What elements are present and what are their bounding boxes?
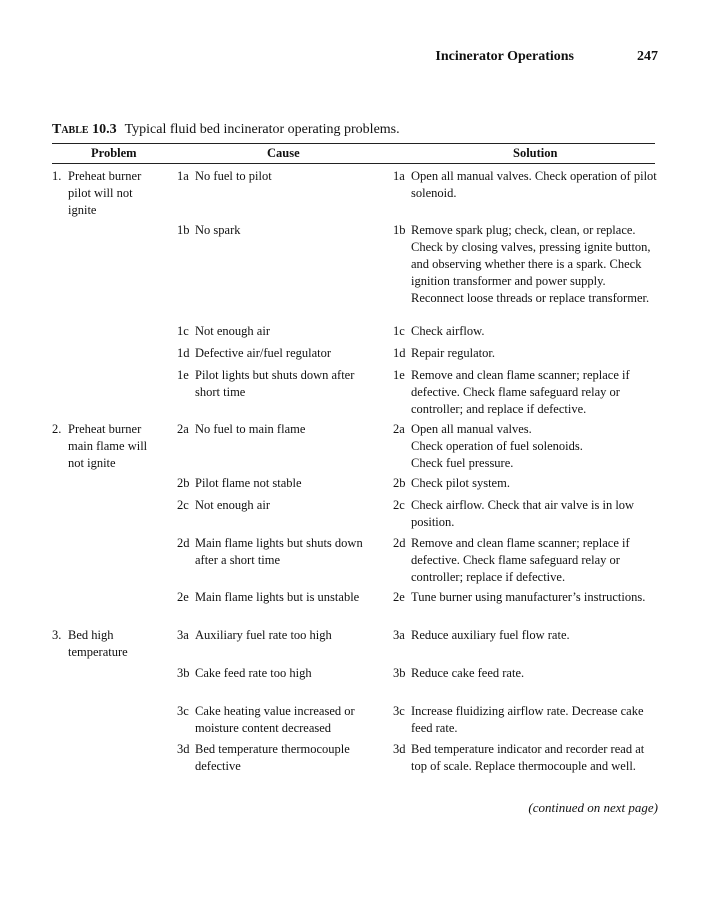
solution-cell <box>393 345 657 362</box>
cause-id: 1c <box>177 324 189 338</box>
solution-text: Remove spark plug; check, clean, or replace. Check by closing valves, pressing ignite button, and observing whether there is a spark. Check ignition transformer and power supply. Reconnect loose threads or replace transformer. <box>411 223 651 305</box>
solution-id: 3d <box>393 742 406 756</box>
cause-text: Main flame lights but is unstable <box>195 590 360 604</box>
cause-cell <box>177 497 382 514</box>
cause-cell <box>177 665 382 682</box>
table-label: Table 10.3 <box>52 122 117 137</box>
cause-cell <box>177 475 382 492</box>
continued-note: (continued on next page) <box>528 800 658 815</box>
solution-id: 2d <box>393 536 406 550</box>
cause-cell <box>177 589 382 606</box>
solution-id: 3c <box>393 704 405 718</box>
cause-text: Main flame lights but shuts down after a short time <box>195 536 363 567</box>
cause-id: 2d <box>177 536 190 550</box>
problem-text: Preheat burner pilot will not ignite <box>68 169 142 217</box>
cause-cell <box>177 323 382 340</box>
cause-id: 1e <box>177 368 189 382</box>
table-header-rule <box>52 163 655 164</box>
cause-text: Auxiliary fuel rate too high <box>195 628 332 642</box>
cause-id: 2b <box>177 476 190 490</box>
cause-text: No spark <box>195 223 241 237</box>
solution-cell <box>393 323 657 340</box>
solution-text: Check pilot system. <box>411 476 510 490</box>
cause-text: Cake heating value increased or moisture content decreased <box>195 704 355 735</box>
cause-id: 3d <box>177 742 190 756</box>
cause-text: Cake feed rate too high <box>195 666 312 680</box>
cause-cell <box>177 535 382 569</box>
solution-id: 2c <box>393 498 405 512</box>
cause-text: Not enough air <box>195 498 270 512</box>
cause-id: 3b <box>177 666 190 680</box>
header-problem: Problem <box>91 146 137 160</box>
solution-id: 2b <box>393 476 406 490</box>
problem-number: 3. <box>52 628 62 642</box>
problem-number: 2. <box>52 422 62 436</box>
solution-id: 2a <box>393 422 405 436</box>
solution-id: 1a <box>393 169 405 183</box>
cause-text: Pilot flame not stable <box>195 476 302 490</box>
solution-text: Reduce auxiliary fuel flow rate. <box>411 628 570 642</box>
running-head <box>0 49 707 67</box>
problem-cell <box>52 421 162 472</box>
header-cause: Cause <box>267 146 300 160</box>
problem-text: Preheat burner main flame will not ignite <box>68 422 148 470</box>
solution-cell <box>393 741 657 775</box>
cause-id: 3a <box>177 628 189 642</box>
page-number: 247 <box>637 49 658 64</box>
cause-cell <box>177 345 382 362</box>
solution-id: 3b <box>393 666 406 680</box>
solution-id: 1c <box>393 324 405 338</box>
cause-text: No fuel to main flame <box>195 422 306 436</box>
table-caption <box>52 122 400 138</box>
solution-text: Increase fluidizing airflow rate. Decrease cake feed rate. <box>411 704 644 735</box>
running-head-title: Incinerator Operations <box>435 49 574 64</box>
cause-text: Bed temperature thermocouple defective <box>195 742 350 773</box>
table-caption-text: Typical fluid bed incinerator operating problems. <box>124 122 400 137</box>
solution-id: 1e <box>393 368 405 382</box>
solution-cell <box>393 497 657 531</box>
problem-cell <box>52 168 162 219</box>
cause-text: Pilot lights but shuts down after short time <box>195 368 355 399</box>
cause-cell <box>177 222 382 239</box>
cause-cell <box>177 741 382 775</box>
cause-id: 2a <box>177 422 189 436</box>
cause-id: 2e <box>177 590 189 604</box>
solution-text: Open all manual valves. Check operation of fuel solenoids. Check fuel pressure. <box>411 422 583 470</box>
solution-id: 1d <box>393 346 406 360</box>
cause-id: 1b <box>177 223 190 237</box>
cause-text: Not enough air <box>195 324 270 338</box>
cause-cell <box>177 168 382 185</box>
cause-cell <box>177 367 382 401</box>
solution-text: Open all manual valves. Check operation of pilot solenoid. <box>411 169 657 200</box>
solution-id: 3a <box>393 628 405 642</box>
solution-id: 2e <box>393 590 405 604</box>
solution-cell <box>393 665 657 682</box>
cause-id: 1a <box>177 169 189 183</box>
cause-cell <box>177 627 382 644</box>
cause-text: Defective air/fuel regulator <box>195 346 332 360</box>
header-solution: Solution <box>513 146 558 160</box>
cause-cell <box>177 703 382 737</box>
cause-id: 2c <box>177 498 189 512</box>
solution-text: Reduce cake feed rate. <box>411 666 525 680</box>
cause-id: 3c <box>177 704 189 718</box>
solution-text: Remove and clean flame scanner; replace if defective. Check flame safeguard relay or controller; and replace if defective. <box>411 368 630 416</box>
cause-cell <box>177 421 382 438</box>
solution-cell <box>393 589 657 606</box>
solution-cell <box>393 703 657 737</box>
table-top-rule <box>52 143 655 144</box>
solution-text: Check airflow. <box>411 324 485 338</box>
problem-number: 1. <box>52 169 62 183</box>
solution-cell <box>393 222 657 307</box>
cause-id: 1d <box>177 346 190 360</box>
solution-text: Remove and clean flame scanner; replace if defective. Check flame safeguard relay or controller; replace if defective. <box>411 536 630 584</box>
solution-id: 1b <box>393 223 406 237</box>
solution-cell <box>393 421 657 472</box>
solution-cell <box>393 627 657 644</box>
solution-text: Tune burner using manufacturer’s instructions. <box>411 590 646 604</box>
solution-cell <box>393 475 657 492</box>
solution-text: Repair regulator. <box>411 346 495 360</box>
problem-cell <box>52 627 162 661</box>
solution-cell <box>393 168 657 202</box>
problem-text: Bed high temperature <box>68 628 128 659</box>
solution-text: Check airflow. Check that air valve is in low position. <box>411 498 635 529</box>
cause-text: No fuel to pilot <box>195 169 272 183</box>
solution-cell <box>393 535 657 586</box>
solution-text: Bed temperature indicator and recorder read at top of scale. Replace thermocouple and well. <box>411 742 645 773</box>
solution-cell <box>393 367 657 418</box>
